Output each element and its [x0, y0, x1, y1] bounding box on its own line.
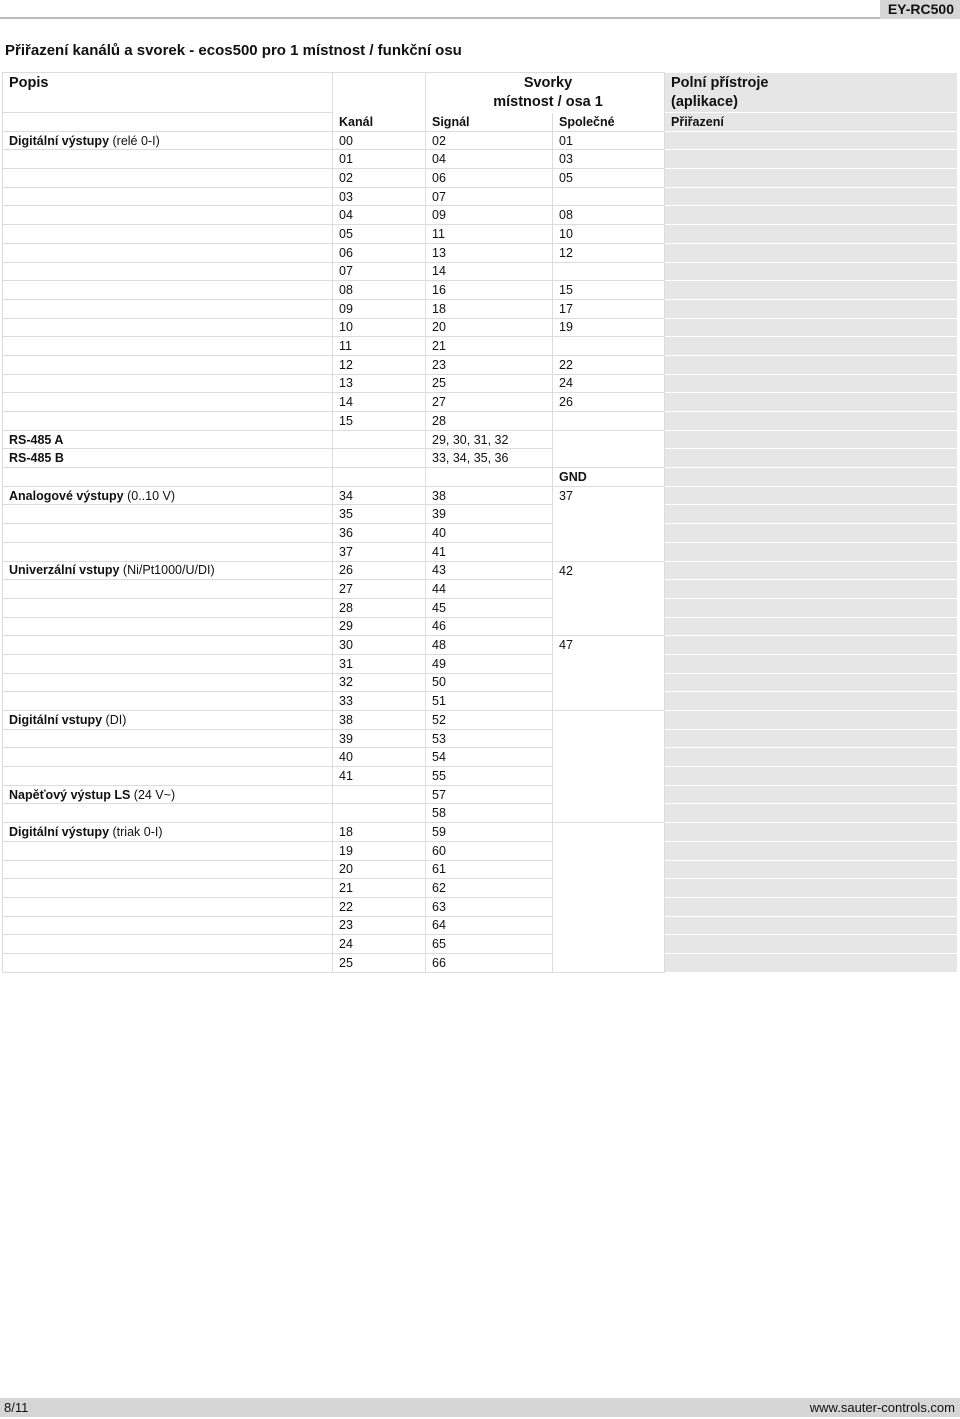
table-row	[3, 542, 958, 561]
common-cell: 01	[553, 131, 665, 150]
table-row	[3, 841, 958, 860]
description-cell	[3, 430, 333, 449]
signal-cell: 50	[426, 673, 553, 692]
group-label-detail: (Ni/Pt1000/U/DI)	[119, 563, 215, 578]
assignment-cell	[665, 281, 958, 300]
assignment-cell	[665, 673, 958, 692]
channel-cell: 39	[333, 729, 426, 748]
signal-cell: 45	[426, 598, 553, 617]
description-cell	[3, 860, 333, 879]
group-label-detail: (24 V~)	[130, 787, 176, 802]
group-label-bold: Digitální vstupy	[9, 712, 103, 727]
common-cell: 42	[553, 561, 665, 636]
table-row	[3, 299, 958, 318]
description-cell	[3, 299, 333, 318]
description-cell	[3, 524, 333, 543]
signal-cell: 55	[426, 767, 553, 786]
signal-cell: 64	[426, 916, 553, 935]
polni-line1: Polní přístroje	[671, 75, 769, 91]
channel-cell: 23	[333, 916, 426, 935]
gnd-label: GND	[553, 468, 665, 487]
table-row	[3, 879, 958, 898]
channel-cell: 14	[333, 393, 426, 412]
channel-cell: 29	[333, 617, 426, 636]
description-cell	[3, 262, 333, 281]
group-label-detail: (triak 0-I)	[109, 824, 163, 839]
channel-cell: 22	[333, 897, 426, 916]
common-cell	[553, 262, 665, 281]
table-row	[3, 412, 958, 431]
table-row	[3, 374, 958, 393]
common-cell: 17	[553, 299, 665, 318]
signal-cell: 23	[426, 355, 553, 374]
channel-cell: 06	[333, 243, 426, 262]
table-row	[3, 505, 958, 524]
table-row	[3, 636, 958, 655]
signal-cell: 60	[426, 841, 553, 860]
table-row	[3, 598, 958, 617]
table-row	[3, 468, 958, 487]
table-row	[3, 169, 958, 188]
description-cell	[3, 169, 333, 188]
assignment-cell	[665, 262, 958, 281]
group-label-detail: (relé 0-I)	[109, 133, 160, 148]
channel-cell: 24	[333, 935, 426, 954]
assignment-cell	[665, 468, 958, 487]
description-cell	[3, 711, 333, 730]
channel-cell: 26	[333, 561, 426, 580]
table-row	[3, 393, 958, 412]
group-label-bold: Analogové výstupy	[9, 488, 124, 503]
description-cell	[3, 355, 333, 374]
channel-cell: 07	[333, 262, 426, 281]
signal-cell: 44	[426, 580, 553, 599]
signal-cell	[426, 468, 553, 487]
channel-cell: 12	[333, 355, 426, 374]
description-cell	[3, 449, 333, 468]
signal-cell: 09	[426, 206, 553, 225]
common-cell: 10	[553, 225, 665, 244]
group-label-detail: (DI)	[102, 712, 127, 727]
assignment-cell	[665, 767, 958, 786]
assignment-cell	[665, 580, 958, 599]
assignment-cell	[665, 430, 958, 449]
channel-cell	[333, 785, 426, 804]
channel-cell	[333, 804, 426, 823]
signal-cell: 52	[426, 711, 553, 730]
common-cell: 03	[553, 150, 665, 169]
description-cell	[3, 598, 333, 617]
assignment-cell	[665, 150, 958, 169]
assignment-cell	[665, 449, 958, 468]
description-cell	[3, 243, 333, 262]
table-row	[3, 673, 958, 692]
assignment-cell	[665, 804, 958, 823]
assignment-cell	[665, 785, 958, 804]
channel-cell: 18	[333, 823, 426, 842]
table-row	[3, 449, 958, 468]
description-cell	[3, 729, 333, 748]
channel-cell: 00	[333, 131, 426, 150]
description-cell	[3, 617, 333, 636]
table-row	[3, 823, 958, 842]
assignment-cell	[665, 916, 958, 935]
assignment-cell	[665, 505, 958, 524]
table-row	[3, 692, 958, 711]
description-cell	[3, 206, 333, 225]
channel-cell: 08	[333, 281, 426, 300]
signal-cell: 66	[426, 953, 553, 972]
signal-cell: 46	[426, 617, 553, 636]
description-cell	[3, 542, 333, 561]
description-cell	[3, 486, 333, 505]
table-row	[3, 524, 958, 543]
table-row	[3, 150, 958, 169]
table-row	[3, 804, 958, 823]
signal-cell: 06	[426, 169, 553, 188]
table-row	[3, 430, 958, 449]
signal-cell: 04	[426, 150, 553, 169]
description-cell	[3, 318, 333, 337]
channel-cell: 15	[333, 412, 426, 431]
signal-cell: 41	[426, 542, 553, 561]
common-cell	[553, 430, 665, 467]
page-title: Přiřazení kanálů a svorek - ecos500 pro 1 místnost / funkční osu	[5, 42, 462, 59]
assignment-cell	[665, 935, 958, 954]
description-cell	[3, 767, 333, 786]
signal-cell: 13	[426, 243, 553, 262]
signal-cell: 29, 30, 31, 32	[426, 430, 553, 449]
description-cell	[3, 337, 333, 356]
polni-line2: (aplikace)	[671, 94, 738, 110]
channel-cell: 31	[333, 654, 426, 673]
signal-cell: 38	[426, 486, 553, 505]
channel-cell: 41	[333, 767, 426, 786]
assignment-cell	[665, 486, 958, 505]
channel-cell: 04	[333, 206, 426, 225]
assignment-cell	[665, 897, 958, 916]
assignment-cell	[665, 711, 958, 730]
description-cell	[3, 879, 333, 898]
page-number: 8/11	[4, 1400, 29, 1415]
assignment-cell	[665, 206, 958, 225]
table-row	[3, 654, 958, 673]
svorky-line2: místnost / osa 1	[493, 94, 603, 110]
signal-cell: 51	[426, 692, 553, 711]
assignment-cell	[665, 412, 958, 431]
description-cell	[3, 412, 333, 431]
common-cell: 15	[553, 281, 665, 300]
description-cell	[3, 841, 333, 860]
spolecne-header: Společné	[553, 113, 665, 132]
signal-cell: 14	[426, 262, 553, 281]
table-row	[3, 131, 958, 150]
assignment-cell	[665, 654, 958, 673]
signal-cell: 49	[426, 654, 553, 673]
header-row-2	[3, 113, 958, 132]
header-bar	[0, 0, 960, 19]
common-cell	[553, 187, 665, 206]
channel-cell: 34	[333, 486, 426, 505]
description-cell	[3, 953, 333, 972]
description-cell	[3, 673, 333, 692]
signal-cell: 07	[426, 187, 553, 206]
channel-cell: 33	[333, 692, 426, 711]
common-cell: 47	[553, 636, 665, 711]
channel-cell	[333, 468, 426, 487]
common-cell: 22	[553, 355, 665, 374]
channel-cell: 13	[333, 374, 426, 393]
description-cell	[3, 281, 333, 300]
signal-cell: 57	[426, 785, 553, 804]
prirazeni-header: Přiřazení	[665, 113, 958, 132]
signal-cell: 28	[426, 412, 553, 431]
group-label-bold: Digitální výstupy	[9, 133, 110, 148]
signal-cell: 27	[426, 393, 553, 412]
common-cell: 19	[553, 318, 665, 337]
channel-cell: 40	[333, 748, 426, 767]
signal-cell: 33, 34, 35, 36	[426, 449, 553, 468]
channel-cell: 27	[333, 580, 426, 599]
common-cell	[553, 823, 665, 973]
signal-cell: 54	[426, 748, 553, 767]
table-row	[3, 580, 958, 599]
description-cell	[3, 748, 333, 767]
svorky-header	[426, 73, 665, 113]
common-cell	[553, 337, 665, 356]
table-row	[3, 187, 958, 206]
table-row	[3, 355, 958, 374]
group-label-bold: RS-485 A	[9, 432, 64, 447]
assignment-cell	[665, 393, 958, 412]
assignment-cell	[665, 225, 958, 244]
assignment-cell	[665, 131, 958, 150]
table-row	[3, 785, 958, 804]
common-cell	[553, 412, 665, 431]
table-row	[3, 206, 958, 225]
signal-cell: 40	[426, 524, 553, 543]
signal-cell: 65	[426, 935, 553, 954]
assignment-cell	[665, 692, 958, 711]
channel-cell: 32	[333, 673, 426, 692]
table-row	[3, 318, 958, 337]
assignment-cell	[665, 355, 958, 374]
channel-cell: 02	[333, 169, 426, 188]
description-cell	[3, 785, 333, 804]
description-cell	[3, 225, 333, 244]
assignment-cell	[665, 748, 958, 767]
assignment-cell	[665, 542, 958, 561]
table-row	[3, 561, 958, 580]
assignment-cell	[665, 860, 958, 879]
signal-cell: 11	[426, 225, 553, 244]
assignment-cell	[665, 169, 958, 188]
common-cell: 08	[553, 206, 665, 225]
table-row	[3, 243, 958, 262]
product-code: EY-RC500	[880, 0, 960, 19]
header-rule	[0, 17, 960, 19]
description-cell	[3, 505, 333, 524]
channel-cell: 19	[333, 841, 426, 860]
signal-cell: 20	[426, 318, 553, 337]
assignment-cell	[665, 598, 958, 617]
signal-cell: 59	[426, 823, 553, 842]
group-label-bold: RS-485 B	[9, 451, 64, 466]
assignment-cell	[665, 337, 958, 356]
channel-cell: 11	[333, 337, 426, 356]
header-row-1	[3, 73, 958, 113]
channel-cell: 21	[333, 879, 426, 898]
signal-cell: 25	[426, 374, 553, 393]
assignment-cell	[665, 879, 958, 898]
table-row	[3, 860, 958, 879]
common-cell: 24	[553, 374, 665, 393]
channel-cell: 36	[333, 524, 426, 543]
description-cell	[3, 393, 333, 412]
channel-cell: 25	[333, 953, 426, 972]
table-row	[3, 953, 958, 972]
channel-cell	[333, 449, 426, 468]
signal-cell: 43	[426, 561, 553, 580]
channel-cell: 38	[333, 711, 426, 730]
table-row	[3, 262, 958, 281]
common-cell: 12	[553, 243, 665, 262]
kanal-header: Kanál	[333, 113, 426, 132]
table-row	[3, 897, 958, 916]
assignment-cell	[665, 729, 958, 748]
common-cell	[553, 711, 665, 823]
channel-terminal-table	[2, 72, 958, 973]
assignment-cell	[665, 636, 958, 655]
description-cell	[3, 580, 333, 599]
table-row	[3, 916, 958, 935]
common-cell: 26	[553, 393, 665, 412]
signal-cell: 58	[426, 804, 553, 823]
popis-header: Popis	[3, 73, 333, 113]
group-label-detail: (0..10 V)	[123, 488, 176, 503]
signal-cell: 16	[426, 281, 553, 300]
channel-cell: 03	[333, 187, 426, 206]
channel-cell: 09	[333, 299, 426, 318]
description-cell	[3, 150, 333, 169]
channel-cell: 10	[333, 318, 426, 337]
table-row	[3, 281, 958, 300]
assignment-cell	[665, 617, 958, 636]
description-cell	[3, 692, 333, 711]
assignment-cell	[665, 374, 958, 393]
assignment-cell	[665, 841, 958, 860]
signal-cell: 61	[426, 860, 553, 879]
description-cell	[3, 468, 333, 487]
signal-cell: 21	[426, 337, 553, 356]
signal-cell: 48	[426, 636, 553, 655]
table-row	[3, 617, 958, 636]
table-row	[3, 748, 958, 767]
channel-cell: 28	[333, 598, 426, 617]
description-cell	[3, 374, 333, 393]
table-row	[3, 225, 958, 244]
signal-cell: 02	[426, 131, 553, 150]
assignment-cell	[665, 318, 958, 337]
description-cell	[3, 823, 333, 842]
assignment-cell	[665, 823, 958, 842]
assignment-cell	[665, 187, 958, 206]
common-cell: 37	[553, 486, 665, 561]
table-row	[3, 711, 958, 730]
group-label-bold: Digitální výstupy	[9, 824, 110, 839]
table-row	[3, 337, 958, 356]
table-row	[3, 729, 958, 748]
table-row	[3, 935, 958, 954]
description-cell	[3, 916, 333, 935]
assignment-cell	[665, 524, 958, 543]
signal-header: Signál	[426, 113, 553, 132]
description-cell	[3, 131, 333, 150]
assignment-cell	[665, 299, 958, 318]
channel-cell: 30	[333, 636, 426, 655]
svorky-line1: Svorky	[523, 75, 573, 91]
channel-cell: 35	[333, 505, 426, 524]
common-cell: 05	[553, 169, 665, 188]
signal-cell: 62	[426, 879, 553, 898]
table-row	[3, 486, 958, 505]
description-cell	[3, 935, 333, 954]
channel-cell: 01	[333, 150, 426, 169]
description-cell	[3, 636, 333, 655]
assignment-cell	[665, 243, 958, 262]
channel-cell: 05	[333, 225, 426, 244]
description-cell	[3, 654, 333, 673]
channel-cell: 20	[333, 860, 426, 879]
table-row	[3, 767, 958, 786]
group-label-bold: Napěťový výstup LS	[9, 787, 131, 802]
description-cell	[3, 804, 333, 823]
footer-bar	[0, 1398, 960, 1417]
group-label-bold: Univerzální vstupy	[9, 563, 120, 578]
signal-cell: 39	[426, 505, 553, 524]
channel-cell	[333, 430, 426, 449]
website-url: www.sauter-controls.com	[809, 1400, 955, 1415]
polni-header	[665, 73, 958, 113]
signal-cell: 63	[426, 897, 553, 916]
signal-cell: 53	[426, 729, 553, 748]
assignment-cell	[665, 561, 958, 580]
description-cell	[3, 561, 333, 580]
signal-cell: 18	[426, 299, 553, 318]
description-cell	[3, 897, 333, 916]
assignment-cell	[665, 953, 958, 972]
description-cell	[3, 187, 333, 206]
channel-cell: 37	[333, 542, 426, 561]
